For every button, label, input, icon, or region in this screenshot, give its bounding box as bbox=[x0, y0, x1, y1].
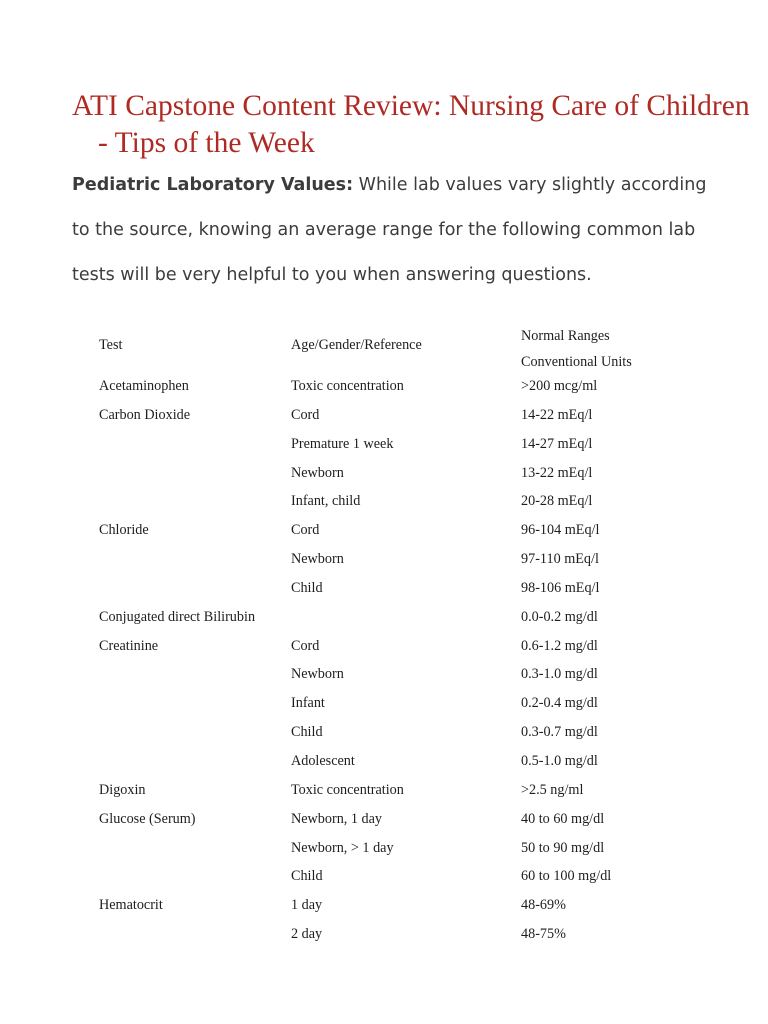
table-row bbox=[99, 776, 699, 805]
table-body bbox=[99, 372, 699, 949]
cell-normal-range: 14-27 mEq/l bbox=[521, 435, 593, 452]
cell-normal-range: 40 to 60 mg/dl bbox=[521, 810, 605, 827]
cell-normal-range: 0.5-1.0 mg/dl bbox=[521, 752, 598, 769]
cell-normal-range: 48-75% bbox=[521, 926, 566, 943]
cell-age-gender-reference: Child bbox=[291, 868, 323, 885]
cell-test: Carbon Dioxide bbox=[99, 406, 191, 423]
cell-normal-range: 97-110 mEq/l bbox=[521, 551, 599, 568]
intro-text: While lab values vary slightly according to the source, knowing an average range for the following common lab tests will be very helpful to you when answering questions. bbox=[72, 175, 707, 285]
cell-normal-range: 0.0-0.2 mg/dl bbox=[521, 608, 598, 625]
table-row bbox=[99, 891, 699, 920]
cell-normal-range: 48-69% bbox=[521, 897, 566, 914]
cell-age-gender-reference: Cord bbox=[291, 522, 320, 539]
header-normal-ranges bbox=[521, 323, 632, 375]
cell-age-gender-reference: Infant, child bbox=[291, 493, 361, 510]
cell-normal-range: >200 mcg/ml bbox=[521, 378, 598, 394]
table-row bbox=[99, 487, 699, 516]
table-row bbox=[99, 920, 699, 949]
header-range-line2: Conventional Units bbox=[521, 354, 632, 370]
table-row bbox=[99, 516, 699, 545]
cell-age-gender-reference: Cord bbox=[291, 406, 320, 423]
cell-age-gender-reference: Newborn, > 1 day bbox=[291, 839, 394, 856]
cell-age-gender-reference: Newborn, 1 day bbox=[291, 810, 383, 827]
cell-normal-range: 96-104 mEq/l bbox=[521, 522, 600, 539]
table-row bbox=[99, 372, 699, 401]
cell-test: Conjugated direct Bilirubin bbox=[99, 608, 256, 625]
table-row bbox=[99, 834, 699, 863]
cell-age-gender-reference: Newborn bbox=[291, 666, 344, 683]
cell-age-gender-reference: Newborn bbox=[291, 464, 344, 481]
cell-normal-range: 14-22 mEq/l bbox=[521, 406, 593, 423]
table-row bbox=[99, 632, 699, 661]
cell-normal-range: 0.6-1.2 mg/dl bbox=[521, 637, 598, 654]
cell-age-gender-reference: Adolescent bbox=[291, 752, 355, 769]
table-row bbox=[99, 660, 699, 689]
cell-age-gender-reference: Premature 1 week bbox=[291, 435, 394, 452]
intro-paragraph bbox=[72, 163, 712, 298]
cell-normal-range: 0.2-0.4 mg/dl bbox=[521, 695, 598, 712]
table-row bbox=[99, 805, 699, 834]
table-row bbox=[99, 747, 699, 776]
cell-age-gender-reference: Newborn bbox=[291, 551, 344, 568]
cell-age-gender-reference: 1 day bbox=[291, 897, 323, 914]
cell-test: Acetaminophen bbox=[99, 378, 189, 394]
cell-test: Hematocrit bbox=[99, 897, 163, 914]
cell-normal-range: 20-28 mEq/l bbox=[521, 493, 593, 510]
table-row bbox=[99, 689, 699, 718]
cell-age-gender-reference: Child bbox=[291, 724, 323, 741]
cell-age-gender-reference: Toxic concentration bbox=[291, 378, 404, 394]
cell-normal-range: 0.3-0.7 mg/dl bbox=[521, 724, 598, 741]
header-test: Test bbox=[99, 337, 123, 353]
header-age-gender-reference: Age/Gender/Reference bbox=[291, 337, 422, 353]
cell-normal-range: 98-106 mEq/l bbox=[521, 579, 600, 596]
cell-age-gender-reference: Toxic concentration bbox=[291, 781, 404, 798]
table-row bbox=[99, 574, 699, 603]
table-row bbox=[99, 459, 699, 488]
cell-normal-range: 60 to 100 mg/dl bbox=[521, 868, 612, 885]
table-row bbox=[99, 603, 699, 632]
cell-age-gender-reference: 2 day bbox=[291, 926, 323, 943]
page-title: ATI Capstone Content Review: Nursing Care of Children - Tips of the Week bbox=[72, 90, 750, 159]
table-header bbox=[99, 318, 699, 372]
cell-normal-range: 50 to 90 mg/dl bbox=[521, 839, 605, 856]
cell-normal-range: 0.3-1.0 mg/dl bbox=[521, 666, 598, 683]
intro-lead: Pediatric Laboratory Values: bbox=[72, 175, 354, 195]
table-row bbox=[99, 862, 699, 891]
cell-test: Glucose (Serum) bbox=[99, 810, 196, 827]
table-row bbox=[99, 545, 699, 574]
header-range-line1: Normal Ranges bbox=[521, 328, 610, 344]
cell-normal-range: 13-22 mEq/l bbox=[521, 464, 593, 481]
cell-age-gender-reference: Infant bbox=[291, 695, 325, 712]
cell-normal-range: >2.5 ng/ml bbox=[521, 781, 584, 798]
cell-test: Creatinine bbox=[99, 637, 159, 654]
table-row bbox=[99, 401, 699, 430]
cell-test: Digoxin bbox=[99, 781, 146, 798]
table-row bbox=[99, 430, 699, 459]
cell-test: Chloride bbox=[99, 522, 149, 539]
lab-values-table bbox=[99, 318, 699, 943]
cell-age-gender-reference: Child bbox=[291, 579, 323, 596]
cell-age-gender-reference: Cord bbox=[291, 637, 320, 654]
table-row bbox=[99, 718, 699, 747]
